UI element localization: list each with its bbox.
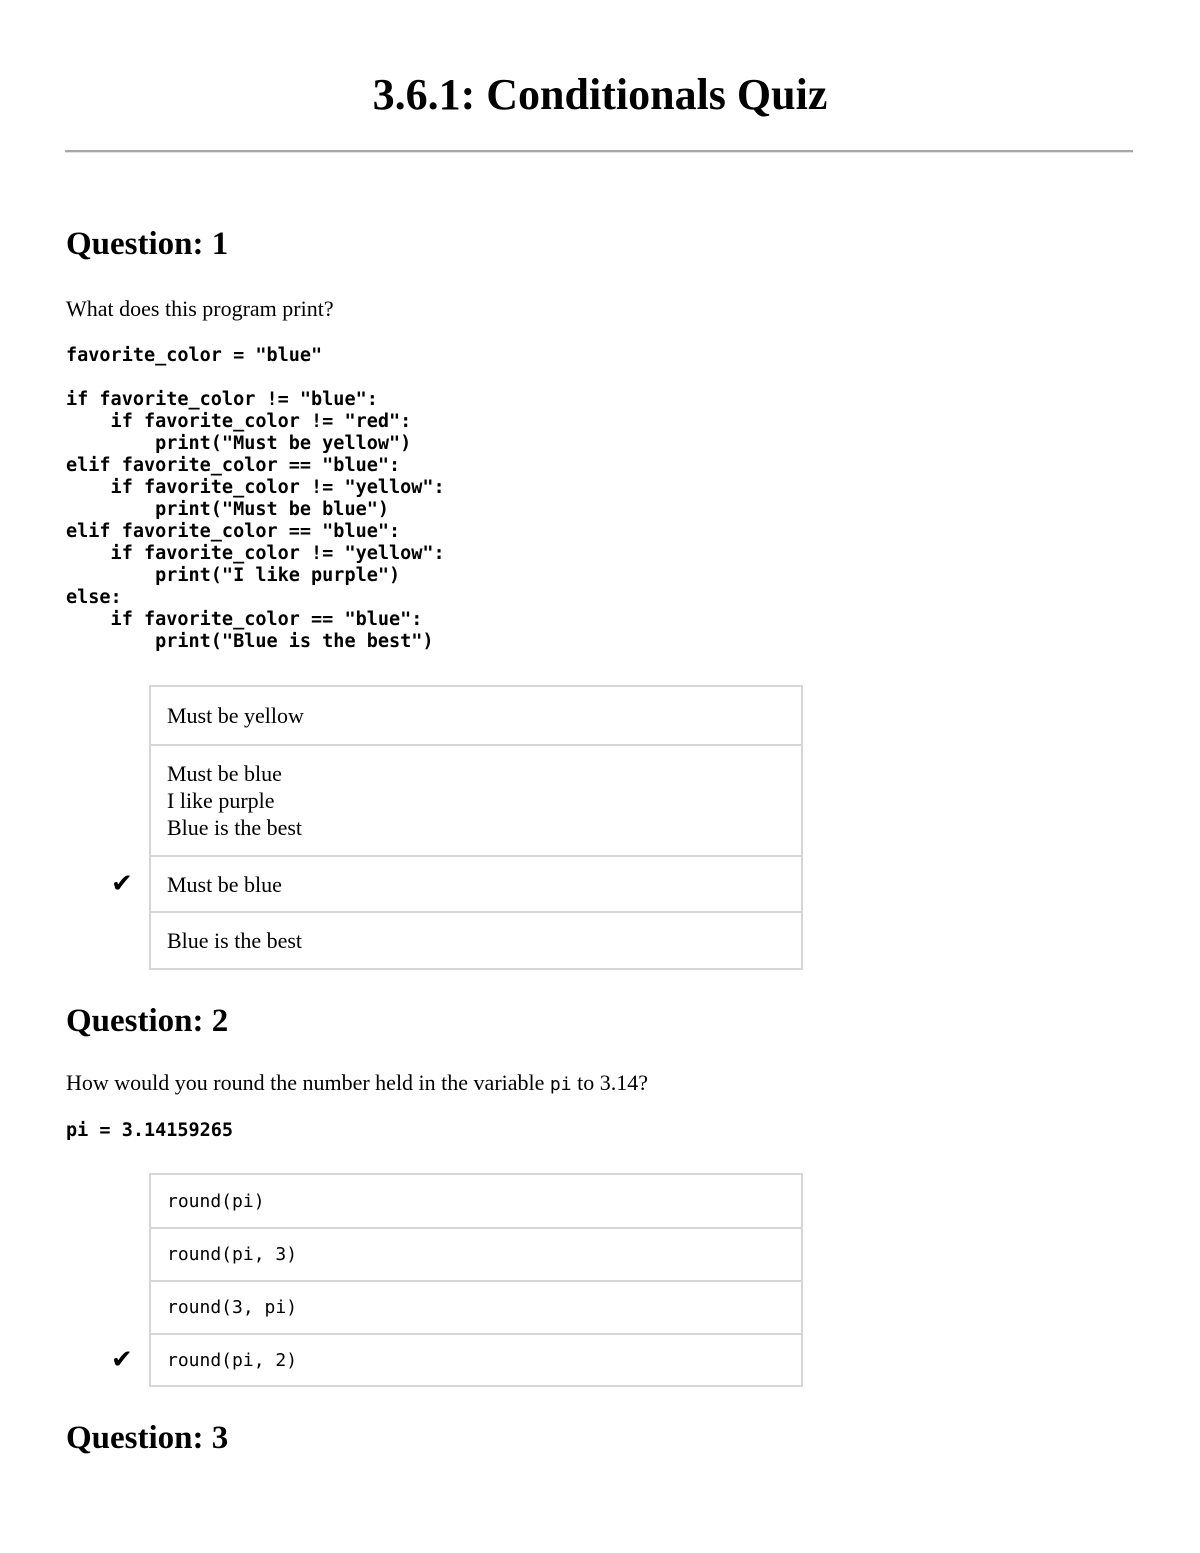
title-divider: [65, 150, 1133, 153]
answer-text: Must be blue I like purple Blue is the best: [167, 761, 303, 840]
question-2-prompt: [66, 1069, 648, 1099]
answer-text: Must be yellow: [167, 703, 304, 728]
answer-text: Blue is the best: [167, 928, 303, 953]
answer-option[interactable]: [151, 687, 801, 744]
prompt-text: How would you round the number held in the variable: [66, 1070, 550, 1095]
answer-option[interactable]: [151, 1227, 801, 1280]
answer-text: round(pi): [167, 1190, 265, 1212]
answer-text: round(pi, 2): [167, 1349, 298, 1371]
prompt-text: to 3.14?: [571, 1070, 648, 1095]
answer-option[interactable]: [111, 855, 801, 911]
question-1-prompt: What does this program print?: [66, 296, 334, 321]
answer-option[interactable]: [151, 911, 801, 968]
answer-text: round(pi, 3): [167, 1244, 298, 1265]
question-1-answers: [111, 685, 803, 970]
answer-text: Must be blue: [167, 871, 282, 897]
answer-option[interactable]: [111, 1333, 801, 1385]
prompt-inline-code: pi: [549, 1074, 572, 1095]
page-title: 3.6.1: Conditionals Quiz: [372, 70, 828, 119]
check-mark-icon: ✔: [111, 1345, 133, 1375]
answer-option[interactable]: [151, 1175, 801, 1227]
answer-option[interactable]: [151, 1280, 801, 1333]
question-2-code: pi = 3.14159265: [66, 1120, 234, 1141]
question-1-code: favorite_color = "blue" if favorite_color != "blue": if favorite_color != "red": print("Must be yellow") elif favorite_color == "blue": if favorite_color != "yellow": print("Must be blue") elif favorite_color == "blue": if favorite_color != "yellow": print("I like purple") else: if favorite_color == "blue": print("Blue is the best"): [66, 345, 445, 652]
question-1-heading: Question: 1: [66, 226, 229, 262]
answer-text: round(3, pi): [167, 1297, 298, 1318]
question-2-heading: Question: 2: [66, 1003, 229, 1039]
answer-option[interactable]: [151, 744, 801, 855]
question-3-heading: Question: 3: [66, 1420, 229, 1456]
question-2-answers: [111, 1173, 803, 1387]
check-mark-icon: ✔: [111, 869, 133, 899]
